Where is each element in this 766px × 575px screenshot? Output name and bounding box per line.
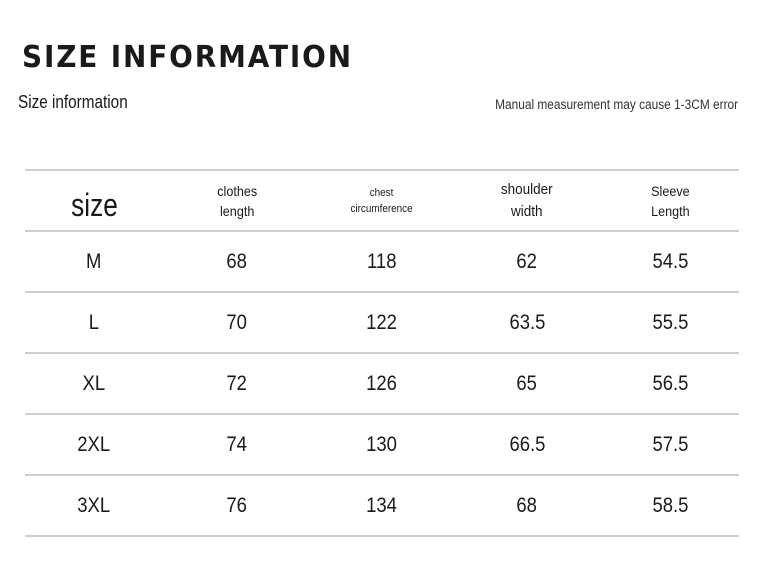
cell-sleeve: 57.5 bbox=[652, 432, 688, 456]
table-row bbox=[25, 231, 739, 292]
header-line: chest bbox=[370, 186, 394, 199]
header-line: clothes bbox=[217, 182, 257, 199]
cell-shoulder: 68 bbox=[516, 493, 538, 517]
cell-chest: 118 bbox=[367, 249, 397, 273]
header-line: length bbox=[219, 202, 255, 219]
cell-size: 2XL bbox=[77, 432, 111, 456]
cell-clothes-length: 76 bbox=[226, 493, 248, 517]
header-line: circumference bbox=[350, 202, 414, 215]
cell-size: M bbox=[86, 249, 102, 273]
page-subtitle: Size information bbox=[18, 92, 128, 112]
size-table bbox=[25, 169, 739, 537]
cell-sleeve: 55.5 bbox=[652, 310, 688, 334]
cell-sleeve: 58.5 bbox=[652, 493, 688, 517]
cell-clothes-length: 70 bbox=[226, 310, 248, 334]
cell-clothes-length: 74 bbox=[226, 432, 248, 456]
cell-chest: 130 bbox=[366, 432, 398, 456]
cell-shoulder: 62 bbox=[516, 249, 538, 273]
header-line: width bbox=[511, 202, 543, 220]
header-size-label: size bbox=[70, 187, 118, 223]
cell-size: 3XL bbox=[77, 493, 111, 517]
header-line: Sleeve bbox=[650, 182, 690, 199]
header-sleeve-length bbox=[601, 170, 739, 231]
table-row bbox=[25, 353, 739, 414]
table-row bbox=[25, 292, 739, 353]
header-shoulder-width bbox=[453, 170, 601, 231]
cell-sleeve: 54.5 bbox=[652, 249, 688, 273]
cell-shoulder: 63.5 bbox=[509, 310, 545, 334]
header-size bbox=[25, 170, 163, 231]
header-clothes-length bbox=[163, 170, 311, 231]
header-chest-circumference bbox=[311, 170, 453, 231]
table-row bbox=[25, 414, 739, 475]
table-header-row bbox=[25, 170, 739, 231]
cell-size: L bbox=[88, 310, 100, 334]
cell-size: XL bbox=[82, 371, 106, 395]
cell-shoulder: 65 bbox=[516, 371, 538, 395]
cell-chest: 122 bbox=[366, 310, 398, 334]
cell-clothes-length: 68 bbox=[226, 249, 248, 273]
cell-chest: 134 bbox=[366, 493, 398, 517]
cell-clothes-length: 72 bbox=[226, 371, 248, 395]
cell-sleeve: 56.5 bbox=[652, 371, 688, 395]
measurement-note: Manual measurement may cause 1-3CM error bbox=[495, 97, 738, 112]
table-row bbox=[25, 475, 739, 536]
cell-chest: 126 bbox=[366, 371, 398, 395]
cell-shoulder: 66.5 bbox=[509, 432, 545, 456]
header-line: Length bbox=[650, 202, 690, 219]
header-line: shoulder bbox=[501, 180, 553, 198]
page-title: SIZE INFORMATION bbox=[22, 40, 353, 75]
